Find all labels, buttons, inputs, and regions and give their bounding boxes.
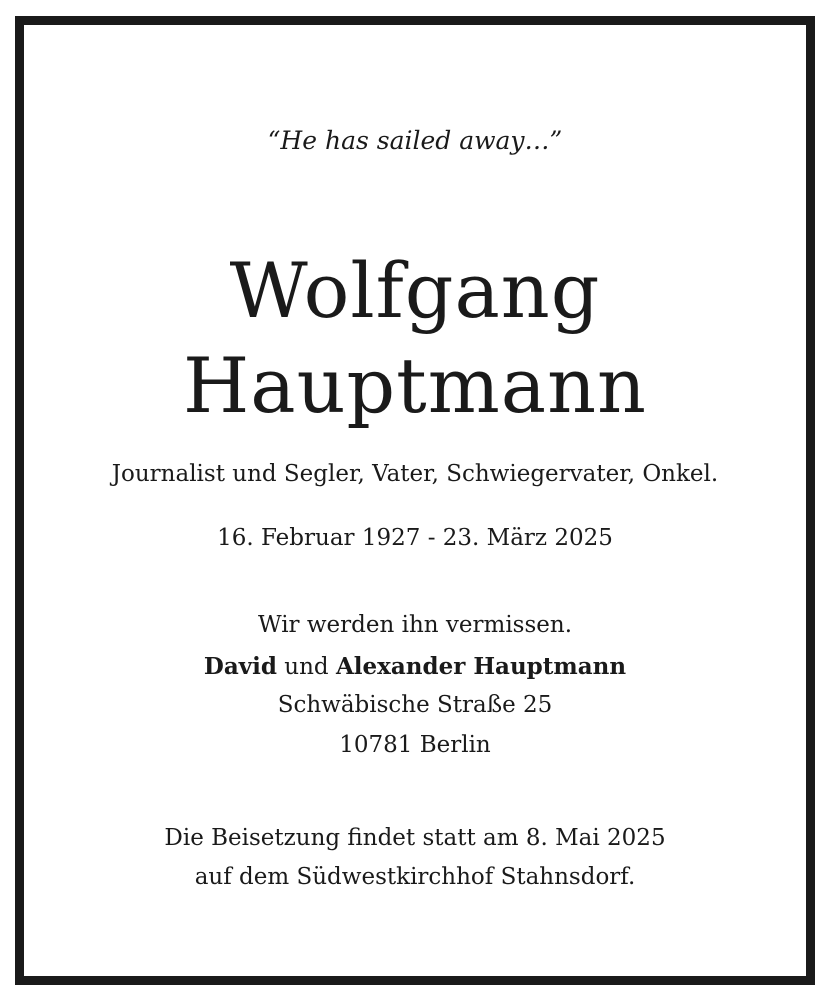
family-conjunction: und: [284, 654, 329, 680]
address-city: 10781 Berlin: [339, 732, 491, 758]
family-name-1: David: [203, 653, 277, 680]
address-street: Schwäbische Straße 25: [277, 692, 553, 718]
epigraph-quote: “He has sailed away…”: [267, 126, 563, 155]
life-dates: 16. Februar 1927 - 23. März 2025: [217, 525, 613, 551]
burial-info-line-1: Die Beisetzung findet statt am 8. Mai 2025: [164, 825, 666, 851]
closing-line: Wir werden ihn vermissen.: [257, 612, 573, 638]
family-name-2: Alexander Hauptmann: [335, 653, 627, 680]
deceased-first-name: Wolfgang: [229, 246, 601, 335]
deceased-last-name: Hauptmann: [183, 341, 647, 430]
family-names: [24, 653, 806, 680]
obituary-notice: [15, 16, 815, 985]
deceased-roles: Journalist und Segler, Vater, Schwiegervater, Onkel.: [111, 461, 719, 487]
burial-info-line-2: auf dem Südwestkirchhof Stahnsdorf.: [194, 864, 636, 890]
